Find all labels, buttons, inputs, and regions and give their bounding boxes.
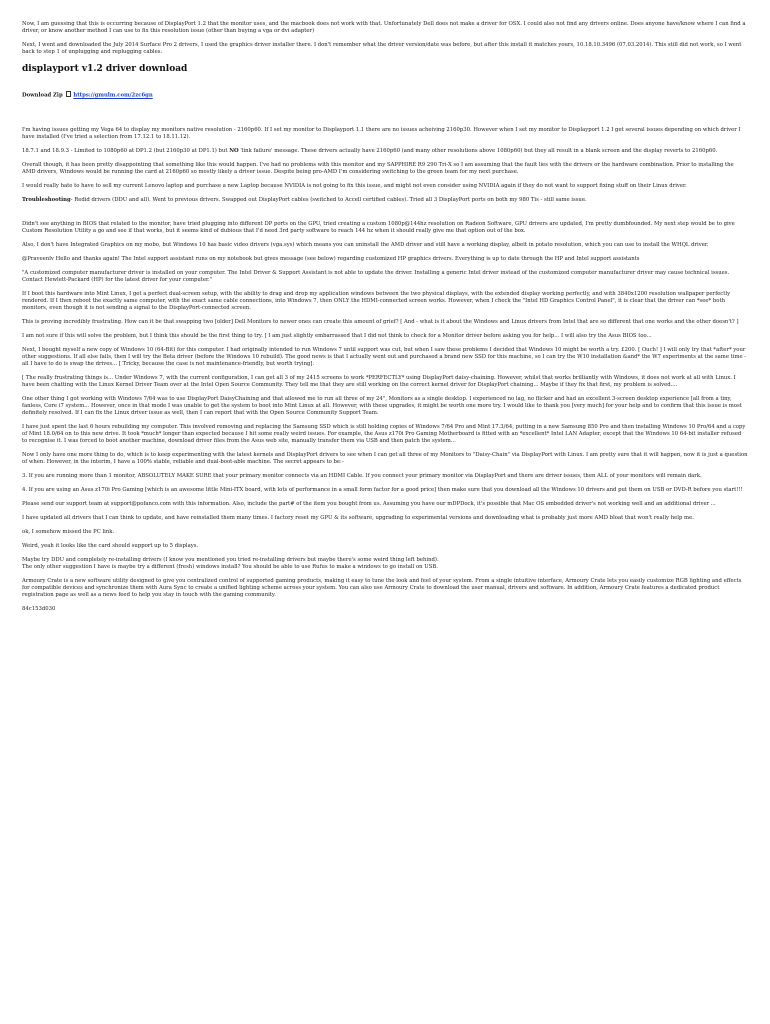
missing-glyph-icon: [66, 91, 71, 97]
paragraph: I would really hate to have to sell my current Lenovo laptop and purchase a new Laptop because NVIDIA is not going to fix this issue, and might not even consider using NVIDIA again if they do not want to support fixing stuff on their Linux driver.: [22, 182, 687, 189]
paragraph: I'm having issues getting my Vega 64 to display my monitors native resolution - 2160p60. If I set my monitor to Displayport 1.1 there are no issues acheiving 2160p30. However when I set my monitor to Displayport 1.2 I get several issues depending on which driver I have installed (I've tried a selection from 17.12.1 to 18.11.12).: [22, 126, 741, 140]
paragraph: Please send our support team at support@pofanco.com with this information. Also, include the part# of the item you bought from us. Assuming you have our mDPDock, it's possible that Mac OS embedded driver's not working well and an additional driver ...: [22, 500, 716, 507]
paragraph: I have updated all drivers that I can think to update, and have reinstalled them many times. I factory reset my GPU & its software, upgrading to experimental versions and downloading what is probably just more AMD bloat that won't really help me.: [22, 514, 694, 521]
paragraph: [22, 148, 748, 155]
paragraph: 4. If you are using an Asus z170i Pro Gaming [which is an awesome little Mini-ITX board, with lots of performance in a small form factor for a good price] then make sure that you download all the Windows 10 drivers and put them on USB or DVD-R before you start!!!: [22, 486, 743, 493]
paragraph-text: - Redid drivers (DDU and all). Went to previous drivers. Swapped out DisplayPort cables (switched to Accell certified cables). Tried all 3 DisplayPort ports on both my 980 Tis - still same issue.: [70, 196, 587, 203]
paragraph: Didn't see anything in BIOS that related to the monitor, have tried plugging into different DP ports on the GPU, tried creating a custom 1080p@144hz resolution on Radeon Software, GPU drivers are updated, I'm pretty dumbfounded. My next step would be to give Custom Resolution Utility a go and see if that works, but it seems kind of dubious that I'd need 3rd party software to reach 144 hz when it should really give me that option out of the box.: [22, 220, 735, 234]
paragraph: @Praveenlv Hello and thanks again! The Intel support assistant runs on my notebook but gives message (see below) regarding customized HP graphics drivers. Everything is up to date through the HP and Intel support assistants: [22, 255, 640, 262]
paragraph: Weird, yeah it looks like the card should support up to 5 displays.: [22, 542, 199, 549]
paragraph: 3. If you are running more than 1 monitor, ABSOLUTELY MAKE SURE that your primary monitor connects via an HDMI Cable. If you connect your primary monitor via DisplayPort and there are driver issues, then ALL of your monitors will remain dark.: [22, 472, 702, 479]
paragraph: Now I only have one more thing to do, which is to keep experimenting with the latest kernels and DisplayPort drivers to see when I can get all three of my Monitors to "Daisy-Chain" via DisplayPort with Linux. I am pretty sure that it will happen, now it is just a question of when. However, in the interim, I have a 100% stable, reliable and dual-boot-able machine. The secret appears to be:-: [22, 451, 748, 465]
paragraph: [22, 197, 748, 204]
paragraph: I have just spent the last 6 hours rebuilding my computer. This involved removing and replacing the Samsung SSD which is still holding copies of Windows 7/64 Pro and Mint 17.3/64, putting in a new Samsung 850 Pro and then installing Windows 10 Pro/64 and a copy of Mint 18.0/64 on to this new drive. It took *much* longer than expected because I hit some really weird issues. For example, the Asus z170i Pro Gaming Motherboard is fitted with an *excellent* Intel LAN Adapter, except that the Windows 10 64-bit installer refused to recognise it. I was forced to boot another machine, download driver files from the Asus web site, manually transfer them via USB and then patch the system...: [22, 423, 746, 444]
paragraph-text: 18.7.1 and 18.9.3 - Limited to 1080p60 at DP1.2 (but 2160p30 at DP1.1) but: [22, 147, 230, 154]
hash-code: 84c153d030: [22, 605, 56, 612]
paragraph: Overall though, it has been pretty disappointing that something like this would happen. I've had no problems with this monitor and my SAPPHIRE R9 290 Tri-X so I am assuming that the fault lies with the drivers or the hardware combination. Prior to installing the AMD drivers, Windows would be running the card at 2160p60 so mostly likely a driver issue. Despite being pro-AMD I'm considering switching to the green team for my next purchase.: [22, 161, 734, 175]
paragraph: Maybe try DDU and completely re-installing drivers (I know you mentioned you tried re-installing drivers but maybe there's some weird thing left behind).: [22, 556, 439, 563]
article: [22, 21, 748, 620]
paragraph-text: 'link failure' message. These drivers actually have 2160p60 (and many other resolutions above 1080p60) but they all result in a blank screen and the display reverts to 2160p60.: [238, 147, 718, 154]
paragraph: Next, I bought myself a new copy of Windows 10 (64-Bit) for this computer. I had originally intended to run Windows 7 until support was cut, but when I saw these problems I decided that Windows 10 might be worth a try. £200. [ Ouch! ] I will only try that *after* your other suggestions. If all else fails, then I will try the Beta driver (before the Windows 10 rebuild). The good news is that I actually went out and purchased a brand new SSD for this machine, so I can try the W10 installation &and* the W7 experiments at the same time - all I have to do is swap the drives... [ Tricky, because the case is not maintenance-friendly, but worth trying].: [22, 346, 747, 367]
page-title: displayport v1.2 driver download: [22, 64, 188, 74]
paragraph: "A customized computer manufacturer driver is installed on your computer. The Intel Driver & Support Assistant is not able to update the driver. Installing a generic Intel driver instead of the customized computer manufacturer driver may cause technical issues. Contact Hewlett-Packard (HP) for the latest driver for your computer.": [22, 269, 730, 283]
intro-paragraph-2: Next, I went and downloaded the July 2014 Surface Pro 2 drivers, I used the graphics driver installer there. I don't remember what the driver version/date was before, but after this install it matches yours, 10.18.10.3496 (07.03.2014). This still did not work, so I went back to step 1 of unplugging and replugging cables.: [22, 42, 742, 55]
paragraph: This is proving incredibly frustrating. How can it be that swapping two [older] Dell Monitors to newer ones can create this amount of grief? [ And - what is it about the Windows and Linux drivers from Intel that are so different that one works and the other doesn't? ]: [22, 318, 739, 325]
paragraph: Also, I don't have Integrated Graphics on my mobo, but Windows 10 has basic video drivers (vga.sys) which means you can uninstall the AMD driver and still have a working display, albeit in potato resolution, which you can use to install the WHQL driver.: [22, 241, 709, 248]
paragraph: I am not sure if this will solve the problem, but I think this should be the first thing to try. [ I am just slightly embarrassed that I did not think to check for a Monitor driver before asking you for help... I will also try the Asus BIOS too...: [22, 332, 652, 339]
paragraph: The only other suggestion I have is maybe try a different (fresh) windows install? You should be able to use Rufus to make a windows to go install on USB.: [22, 563, 438, 570]
paragraph: If I boot this hardware into Mint Linux, I get a perfect dual-screen setup, with the ability to drag and drop my application windows between the two physical displays, with the extended display working perfectly, and with 3840x1200 resolution wallpaper perfectly rendered. If I then reboot the exactly same computer, with the exact same cable connections, into Windows 7, then ONLY the HDMI-connected screen works. However, when I check the "Intel HD Graphics Control Panel", it is clear that the driver can *see* both monitors, even though it is not sending a signal to the DisplayPort-connected screen.: [22, 290, 731, 311]
emphasis-text: NO: [229, 147, 239, 154]
download-label: Download Zip: [22, 92, 63, 99]
download-link[interactable]: https://gmulm.com/2zc6gn: [73, 92, 153, 99]
troubleshooting-label: Troubleshooting: [22, 196, 71, 203]
paragraph: ok, I somehow missed the PC link.: [22, 528, 115, 535]
paragraph: One other thing I got working with Windows 7/64 was to use DisplayPort DaisyChaining and that allowed me to run all three of my 24", Monitors as a single desktop. I experienced no lag, no flicker and had an excellent 3-screen desktop experience [all from a tiny, fanless, Core i7 system... However, once in that mode I was unable to get the system to boot into Mint Linux at all. However, with these upgrades, it might be worth one more try. I would like to thank you [very much] for your help and to confirm that this issue is most definitely resolved. If I can fix the Linux driver issue as well, then I can report that with the Open Source Community Support Team.: [22, 395, 742, 416]
paragraph: Armoury Crate is a new software utility designed to give you centralized control of supported gaming products, making it easy to tune the look and feel of your system. From a single intuitive interface, Armoury Crate lets you easily customize RGB lighting and effects for compatible devices and synchronize them with Aura Sync to create a unified lighting scheme across your system. You can also use Armoury Crate to download the user manual, drivers and software. In addition, Armoury Crate features a dedicated product registration page as well as a news feed to help you stay in touch with the gaming community.: [22, 577, 742, 598]
intro-paragraph-1: Now, I am guessing that this is occurring because of DisplayPort 1.2 that the monitor uses, and the macbook does not work with that. Unfortunately Dell does not make a driver for OSX. I could also not find any drivers online. Does anyone have/know where I can find a driver, or know another method I can use to fix this resolution issue (other than buying a vga or dvi adapter): [22, 21, 746, 34]
download-line: [22, 91, 748, 100]
paragraph: [ The really frustrating things is... Under Windows 7, with the current configuration, I can get all 3 of my 2415 screens to work *PERFECTLY* using DisplayPort daisy-chaining. However, whilst that works brilliantly with Windows, it does not work at all with Linux. I have been chatting with the Linux Kernel Driver Team over at the Intel Open Source Community. They tell me that they are still working on the correct kernel driver for DisplayPort chaining... Maybe if they fix that first, my problem is solved....: [22, 374, 736, 388]
